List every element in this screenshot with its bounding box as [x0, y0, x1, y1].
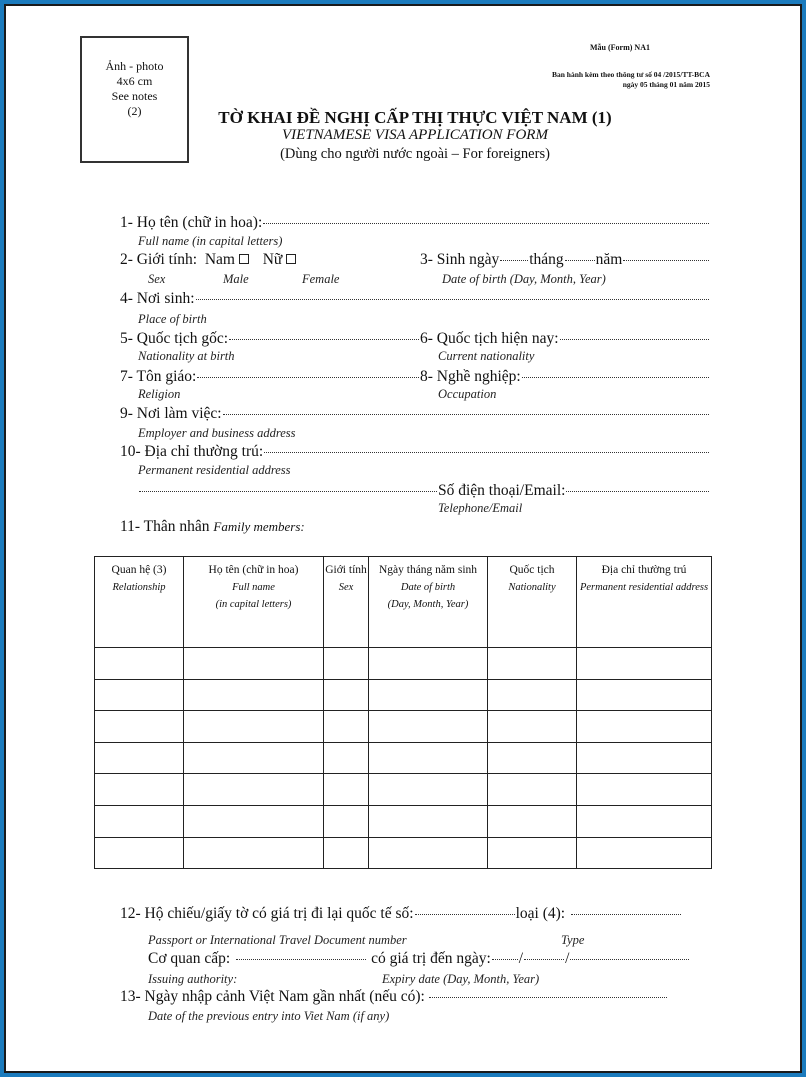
dob-day-label: 3- Sinh ngày: [420, 251, 500, 268]
dob-year-label: năm: [595, 251, 623, 268]
column-header: [577, 557, 712, 648]
current-nationality-input[interactable]: [560, 339, 709, 340]
table-cell[interactable]: [184, 774, 324, 806]
employer-label: 9- Nơi làm việc:: [120, 405, 222, 422]
expiry-label: có giá trị đến ngày:: [371, 950, 491, 967]
table-cell[interactable]: [95, 648, 184, 680]
table-header-row: [95, 557, 712, 648]
photo-size: 4x6 cm: [116, 74, 153, 88]
female-label: Nữ: [262, 251, 283, 268]
column-header-en: Nationality: [508, 582, 556, 593]
male-label: Nam: [204, 251, 235, 268]
table-cell[interactable]: [488, 805, 577, 837]
previous-entry-label: 13- Ngày nhập cảnh Việt Nam gần nhất (nếu có):: [120, 988, 425, 1005]
phone-input[interactable]: [566, 491, 709, 492]
current-nationality-label: 6- Quốc tịch hiện nay:: [420, 330, 559, 347]
column-header-en: (in capital letters): [215, 599, 292, 610]
column-header-en: Full name: [232, 582, 275, 593]
table-cell[interactable]: [488, 774, 577, 806]
nationality-birth-label: 5- Quốc tịch gốc:: [120, 330, 229, 347]
employer-field[interactable]: [120, 405, 710, 423]
religion-label: 7- Tôn giáo:: [120, 368, 197, 385]
table-cell[interactable]: [324, 774, 369, 806]
table-cell[interactable]: [184, 742, 324, 774]
issuer-expiry-row[interactable]: [148, 950, 690, 968]
issuer-label: Cơ quan cấp:: [148, 950, 231, 967]
address-field[interactable]: [120, 443, 710, 461]
address-input-2[interactable]: [139, 491, 437, 492]
column-header: [488, 557, 577, 648]
table-cell[interactable]: [95, 711, 184, 743]
full-name-input[interactable]: [263, 223, 709, 224]
religion-label-en: Religion: [138, 387, 181, 401]
full-name-label-en: Full name (in capital letters): [138, 234, 283, 248]
issued-line-2: ngày 05 tháng 01 năm 2015: [622, 80, 710, 89]
occupation-label: 8- Nghề nghiệp:: [420, 368, 521, 385]
table-cell[interactable]: [184, 805, 324, 837]
table-row: [95, 742, 712, 774]
title-en: VIETNAMESE VISA APPLICATION FORM: [282, 127, 548, 143]
current-nationality-field[interactable]: [420, 330, 710, 348]
table-cell[interactable]: [95, 837, 184, 869]
issuer-label-en: Issuing authority:: [148, 972, 238, 986]
issuer-input[interactable]: [236, 959, 366, 960]
expiry-label-en: Expiry date (Day, Month, Year): [382, 972, 540, 986]
male-checkbox[interactable]: [239, 254, 249, 264]
column-header-vi: Ngày tháng năm sinh: [378, 564, 478, 576]
table-row: [95, 837, 712, 869]
slash-1: /: [518, 950, 524, 967]
table-cell[interactable]: [369, 711, 488, 743]
table-cell[interactable]: [324, 742, 369, 774]
column-header-en: Sex: [338, 582, 354, 593]
sex-label: 2- Giới tính:: [120, 251, 198, 268]
phone-label: Số điện thoại/Email:: [438, 482, 566, 499]
nationality-birth-field[interactable]: [120, 330, 420, 348]
passport-field[interactable]: [120, 905, 682, 923]
table-cell[interactable]: [95, 774, 184, 806]
nationality-birth-input[interactable]: [229, 339, 419, 340]
occupation-field[interactable]: [420, 368, 710, 386]
column-header-vi: Quan hệ (3): [111, 564, 167, 576]
expiry-year-input[interactable]: [570, 959, 689, 960]
photo-label: Ảnh - photo: [105, 59, 164, 73]
female-checkbox[interactable]: [286, 254, 296, 264]
place-of-birth-field[interactable]: [120, 290, 710, 308]
table-cell[interactable]: [95, 742, 184, 774]
slash-2: /: [565, 950, 570, 967]
table-cell[interactable]: [369, 774, 488, 806]
table-row: [95, 711, 712, 743]
expiry-month-input[interactable]: [524, 959, 564, 960]
table-cell[interactable]: [324, 679, 369, 711]
dob-year-input[interactable]: [623, 260, 709, 261]
column-header-en: (Day, Month, Year): [387, 599, 469, 610]
phone-label-en: Telephone/Email: [438, 501, 523, 515]
column-header-en: Relationship: [112, 582, 166, 593]
table-cell[interactable]: [369, 742, 488, 774]
column-header: [184, 557, 324, 648]
table-cell[interactable]: [369, 679, 488, 711]
family-label: 11- Thân nhân: [120, 518, 210, 535]
dob-day-input[interactable]: [500, 260, 528, 261]
table-cell[interactable]: [577, 711, 712, 743]
table-cell[interactable]: [324, 711, 369, 743]
previous-entry-label-en: Date of the previous entry into Viet Nam (if any): [148, 1009, 390, 1023]
table-cell[interactable]: [369, 648, 488, 680]
column-header: [324, 557, 369, 648]
table-cell[interactable]: [488, 837, 577, 869]
religion-field[interactable]: [120, 368, 420, 386]
table-cell[interactable]: [184, 837, 324, 869]
dob-month-input[interactable]: [565, 260, 595, 261]
address-input[interactable]: [264, 452, 709, 453]
table-cell[interactable]: [184, 648, 324, 680]
passport-label-en: Passport or International Travel Document number: [148, 933, 407, 947]
nationality-birth-label-en: Nationality at birth: [138, 349, 235, 363]
dob-month-label: tháng: [529, 251, 564, 268]
column-header: [95, 557, 184, 648]
address-label: 10- Địa chỉ thường trú:: [120, 443, 264, 460]
column-header-en: Permanent residential address: [579, 582, 709, 593]
table-cell[interactable]: [184, 679, 324, 711]
table-cell[interactable]: [488, 648, 577, 680]
full-name-field[interactable]: [120, 214, 710, 232]
table-cell[interactable]: [488, 711, 577, 743]
address-phone-row[interactable]: [138, 482, 710, 500]
occupation-input[interactable]: [522, 377, 709, 378]
previous-entry-field[interactable]: [120, 988, 668, 1006]
photo-note-ref: (2): [127, 104, 142, 118]
passport-type-label-en: Type: [561, 933, 585, 947]
form-code: Mẫu (Form) NA1: [590, 43, 650, 52]
table-cell[interactable]: [324, 837, 369, 869]
place-of-birth-input[interactable]: [196, 299, 709, 300]
passport-label: 12- Hộ chiếu/giấy tờ có giá trị đi lại quốc tế số:: [120, 905, 414, 922]
photo-notes: See notes: [111, 89, 158, 103]
employer-label-en: Employer and business address: [138, 426, 296, 440]
place-of-birth-label-en: Place of birth: [138, 312, 207, 326]
address-label-en: Permanent residential address: [138, 463, 291, 477]
table-cell[interactable]: [577, 679, 712, 711]
male-label-en: Male: [223, 272, 249, 286]
table-cell[interactable]: [577, 805, 712, 837]
table-row: [95, 805, 712, 837]
issued-line-1: Ban hành kèm theo thông tư số 04 /2015/TT-BCA: [551, 70, 710, 79]
dob-field[interactable]: [420, 251, 710, 269]
table-cell[interactable]: [488, 742, 577, 774]
passport-type-label: loại (4):: [515, 905, 566, 922]
passport-type-input[interactable]: [571, 914, 681, 915]
table-cell[interactable]: [577, 742, 712, 774]
title-note: (Dùng cho người nước ngoài – For foreigners): [280, 146, 550, 162]
full-name-label: 1- Họ tên (chữ in hoa):: [120, 214, 263, 231]
table-cell[interactable]: [488, 679, 577, 711]
religion-input[interactable]: [197, 377, 419, 378]
table-cell[interactable]: [577, 774, 712, 806]
current-nationality-label-en: Current nationality: [438, 349, 535, 363]
column-header-vi: Quốc tịch: [509, 564, 555, 576]
table-cell[interactable]: [577, 837, 712, 869]
family-label-en: Family members:: [213, 519, 305, 534]
table-row: [95, 648, 712, 680]
expiry-day-input[interactable]: [492, 959, 518, 960]
dob-label-en: Date of birth (Day, Month, Year): [442, 272, 606, 286]
table-cell[interactable]: [95, 679, 184, 711]
table-cell[interactable]: [577, 648, 712, 680]
family-heading: [120, 518, 305, 536]
column-header-vi: Giới tính: [325, 564, 367, 576]
employer-input[interactable]: [223, 414, 709, 415]
table-cell[interactable]: [184, 711, 324, 743]
previous-entry-input[interactable]: [429, 997, 667, 998]
title-vi: TỜ KHAI ĐỀ NGHỊ CẤP THỊ THỰC VIỆT NAM (1): [218, 108, 612, 127]
table-row: [95, 679, 712, 711]
table-cell[interactable]: [369, 837, 488, 869]
table-cell[interactable]: [369, 805, 488, 837]
occupation-label-en: Occupation: [438, 387, 497, 401]
female-label-en: Female: [302, 272, 340, 286]
table-row: [95, 774, 712, 806]
column-header-en: Date of birth: [400, 582, 456, 593]
column-header-vi: Họ tên (chữ in hoa): [208, 564, 299, 576]
family-table: [94, 556, 712, 869]
table-cell[interactable]: [324, 805, 369, 837]
sex-field: [120, 251, 302, 269]
table-cell[interactable]: [95, 805, 184, 837]
sex-label-en: Sex: [148, 272, 166, 286]
column-header: [369, 557, 488, 648]
column-header-vi: Địa chỉ thường trú: [601, 564, 687, 576]
passport-number-input[interactable]: [415, 914, 515, 915]
table-cell[interactable]: [324, 648, 369, 680]
place-of-birth-label: 4- Nơi sinh:: [120, 290, 195, 307]
